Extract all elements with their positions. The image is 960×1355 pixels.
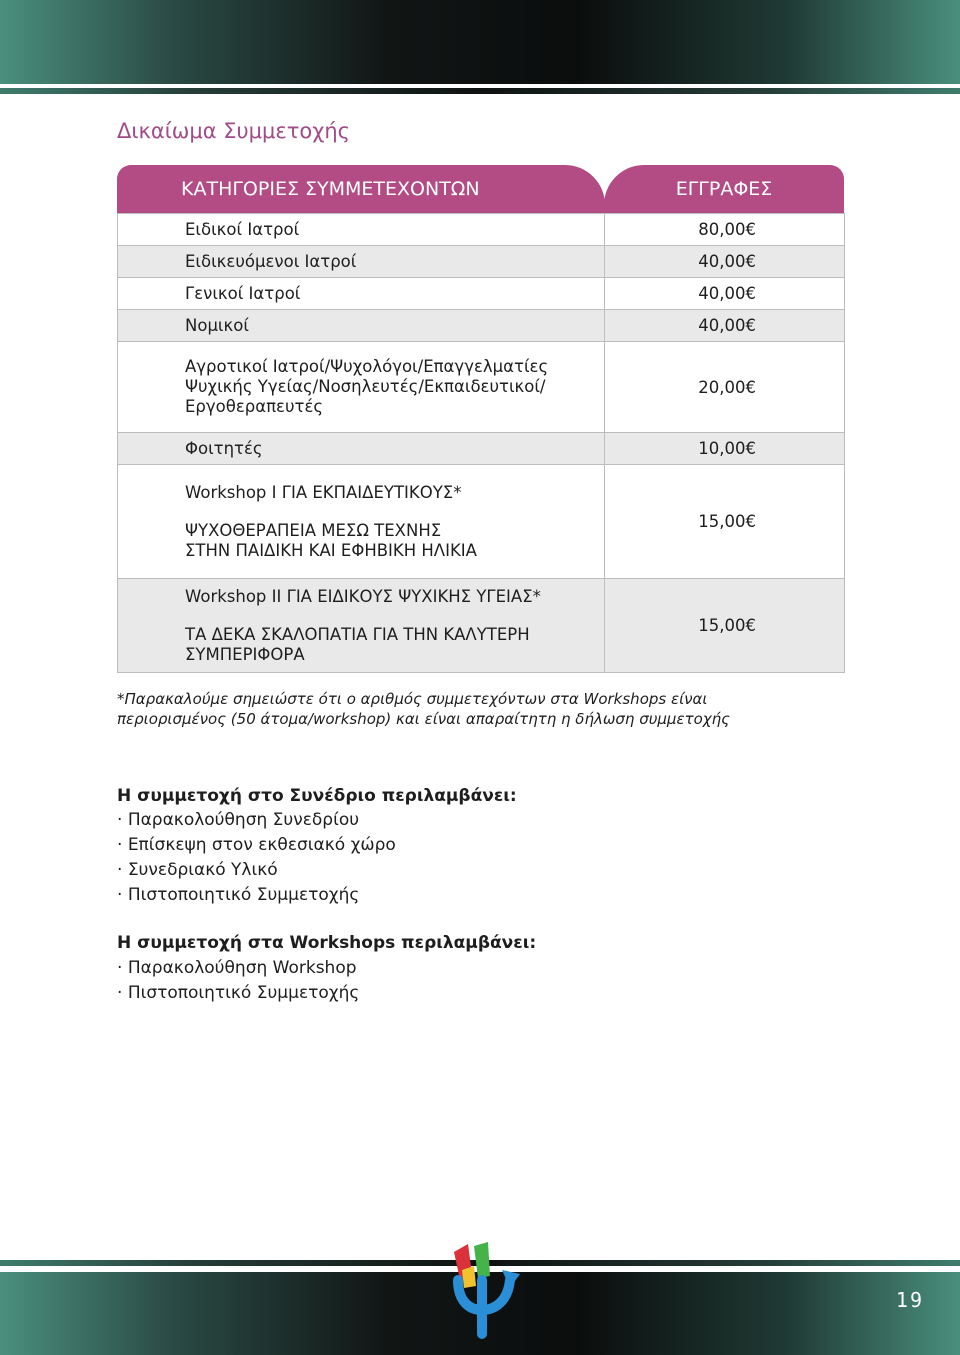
congress-includes-list [117, 808, 396, 908]
list-item: · Συνεδριακό Υλικό [117, 858, 396, 883]
congress-includes-heading: Η συμμετοχή στο Συνέδριο περιλαμβάνει: [117, 786, 517, 806]
table-row [118, 465, 845, 579]
category-line: Ψυχικής Υγείας/Νοσηλευτές/Εκπαιδευτικοί/ [185, 377, 546, 396]
category-line: Εργοθεραπευτές [185, 397, 324, 416]
category-cell: Γενικοί Ιατροί [118, 278, 605, 310]
category-cell: Φοιτητές [118, 433, 605, 465]
list-item: · Παρακολούθηση Workshop [117, 956, 359, 981]
table-row [118, 342, 845, 433]
psi-logo-icon [440, 1240, 524, 1340]
table-row [118, 579, 845, 673]
workshop-cell [118, 465, 605, 579]
workshop-note [117, 689, 817, 729]
header-bar [0, 0, 960, 84]
category-cell: Ειδικευόμενοι Ιατροί [118, 246, 605, 278]
table-row [118, 214, 845, 246]
table-row [118, 310, 845, 342]
category-line: Αγροτικοί Ιατροί/Ψυχολόγοι/Επαγγελματίες [185, 357, 549, 376]
category-column-header: ΚΑΤΗΓΟΡΙΕΣ ΣΥΜΜΕΤΕΧΟΝΤΩΝ [117, 165, 605, 213]
note-line: *Παρακαλούμε σημειώστε ότι ο αριθμός συμμετεχόντων στα Workshops είναι [117, 690, 708, 708]
category-cell: Ειδικοί Ιατροί [118, 214, 605, 246]
note-line: περιορισμένος (50 άτομα/workshop) και είναι απαραίτητη η δήλωση συμμετοχής [117, 710, 730, 728]
fee-cell: 40,00€ [605, 310, 845, 342]
table-row [118, 246, 845, 278]
list-item: · Επίσκεψη στον εκθεσιακό χώρο [117, 833, 396, 858]
category-cell: Νομικοί [118, 310, 605, 342]
fee-cell: 20,00€ [605, 342, 845, 433]
page-title: Δικαίωμα Συμμετοχής [117, 119, 351, 143]
list-item: · Πιστοποιητικό Συμμετοχής [117, 981, 359, 1006]
fee-cell: 40,00€ [605, 246, 845, 278]
fees-table [117, 213, 845, 673]
page-number: 19 [895, 1288, 924, 1312]
workshops-includes-heading: Η συμμετοχή στα Workshops περιλαμβάνει: [117, 933, 537, 953]
workshop-subtitle [185, 625, 604, 665]
workshop-title: Workshop II ΓΙΑ ΕΙΔΙΚΟΥΣ ΨΥΧΙΚΗΣ ΥΓΕΙΑΣ* [185, 586, 541, 606]
workshop-line: ΣΤΗΝ ΠΑΙΔΙΚΗ ΚΑΙ ΕΦΗΒΙΚΗ ΗΛΙΚΙΑ [185, 540, 477, 560]
table-row [118, 433, 845, 465]
fee-cell: 80,00€ [605, 214, 845, 246]
workshop-line: ΤΑ ΔΕΚΑ ΣΚΑΛΟΠΑΤΙΑ ΓΙΑ ΤΗΝ ΚΑΛΥΤΕΡΗ [185, 624, 530, 644]
workshop-line: ΨΥΧΟΘΕΡΑΠΕΙΑ ΜΕΣΩ ΤΕΧΝΗΣ [185, 520, 442, 540]
fee-cell: 40,00€ [605, 278, 845, 310]
workshop-title: Workshop I ΓΙΑ ΕΚΠΑΙΔΕΥΤΙΚΟΥΣ* [185, 482, 462, 502]
list-item: · Παρακολούθηση Συνεδρίου [117, 808, 396, 833]
table-row [118, 278, 845, 310]
workshop-cell [118, 579, 605, 673]
header-divider [0, 88, 960, 94]
workshops-includes-list [117, 956, 359, 1006]
fee-cell: 15,00€ [605, 465, 845, 579]
workshop-line: ΣΥΜΠΕΡΙΦΟΡΑ [185, 644, 305, 664]
fee-cell: 10,00€ [605, 433, 845, 465]
fee-cell: 15,00€ [605, 579, 845, 673]
workshop-subtitle [185, 521, 604, 561]
fees-column-header: ΕΓΓΡΑΦΕΣ [604, 165, 844, 213]
list-item: · Πιστοποιητικό Συμμετοχής [117, 883, 396, 908]
category-cell [118, 342, 605, 433]
